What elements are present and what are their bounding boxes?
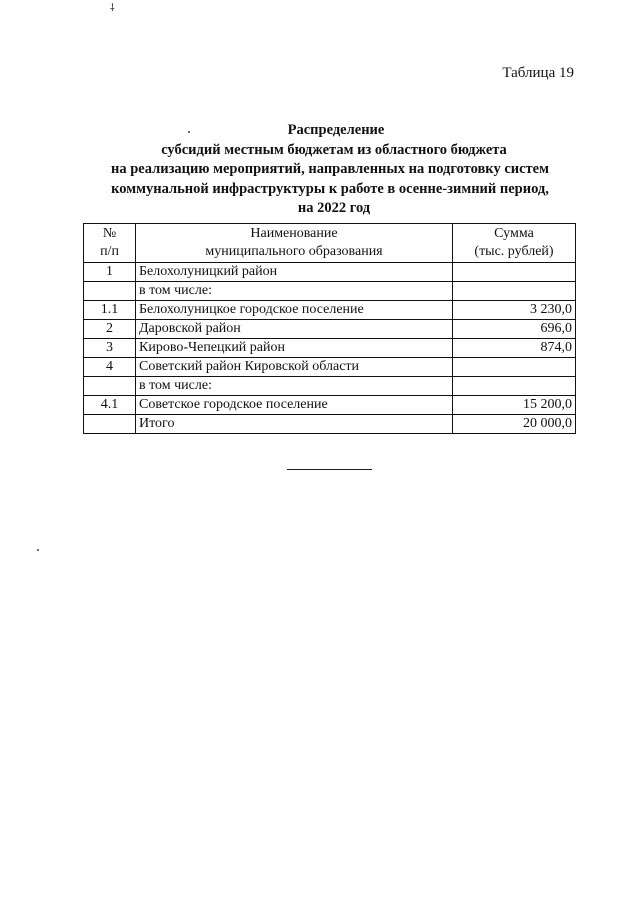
table-total-row	[84, 415, 576, 434]
row-number: 4.1	[84, 396, 136, 415]
header-number-line-1: №	[102, 226, 117, 241]
table-row	[84, 282, 576, 301]
row-name: Советское городское поселение	[136, 396, 453, 415]
heading-line-1: Распределение	[287, 122, 385, 138]
table-row	[84, 358, 576, 377]
row-name: Даровской район	[136, 320, 453, 339]
scan-speck	[37, 549, 39, 551]
table-row	[84, 301, 576, 320]
heading-line-4: коммунальной инфраструктуры к работе в осенне-зимний период,	[111, 180, 549, 197]
row-sum: 874,0	[453, 339, 576, 358]
heading-line-2: субсидий местным бюджетам из областного бюджета	[161, 141, 507, 158]
scan-speck	[188, 131, 190, 133]
row-sum: 3 230,0	[453, 301, 576, 320]
row-number: 1.1	[84, 301, 136, 320]
table-number: Таблица 19	[502, 65, 574, 81]
header-name-line-1: Наименование	[250, 226, 338, 241]
table-row	[84, 339, 576, 358]
row-name: в том числе:	[136, 282, 453, 301]
row-number: 2	[84, 320, 136, 339]
heading-line-3: на реализацию мероприятий, направленных на подготовку систем	[111, 161, 549, 177]
row-sum: 696,0	[453, 320, 576, 339]
row-sum	[453, 263, 576, 282]
row-name: Кирово-Чепецкий район	[136, 339, 453, 358]
row-number: 1	[84, 263, 136, 282]
row-sum	[453, 377, 576, 396]
row-number: 4	[84, 358, 136, 377]
row-number	[84, 415, 136, 434]
row-sum: 20 000,0	[453, 415, 576, 434]
row-name: Белохолуницкий район	[136, 263, 453, 282]
table-row	[84, 263, 576, 282]
table-row	[84, 320, 576, 339]
header-number	[84, 224, 136, 263]
row-number	[84, 282, 136, 301]
row-sum	[453, 282, 576, 301]
distribution-table	[83, 223, 576, 434]
heading-line-5: на 2022 год	[297, 200, 371, 216]
row-name: Советский район Кировской области	[136, 358, 453, 377]
header-name-line-2: муниципального образования	[205, 244, 383, 259]
header-number-line-2: п/п	[100, 244, 119, 259]
header-sum	[453, 224, 576, 263]
table-row	[84, 396, 576, 415]
row-sum	[453, 358, 576, 377]
scan-mark: ⸸	[110, 3, 115, 14]
header-name	[136, 224, 453, 263]
row-sum: 15 200,0	[453, 396, 576, 415]
row-name: Итого	[136, 415, 453, 434]
closing-divider-line	[287, 469, 372, 470]
row-name: в том числе:	[136, 377, 453, 396]
header-sum-line-2: (тыс. рублей)	[474, 244, 554, 259]
row-number: 3	[84, 339, 136, 358]
header-sum-line-1: Сумма	[494, 226, 534, 241]
row-name: Белохолуницкое городское поселение	[136, 301, 453, 320]
table-row	[84, 377, 576, 396]
row-number	[84, 377, 136, 396]
table-header-row	[84, 224, 576, 263]
document-heading	[40, 121, 620, 219]
